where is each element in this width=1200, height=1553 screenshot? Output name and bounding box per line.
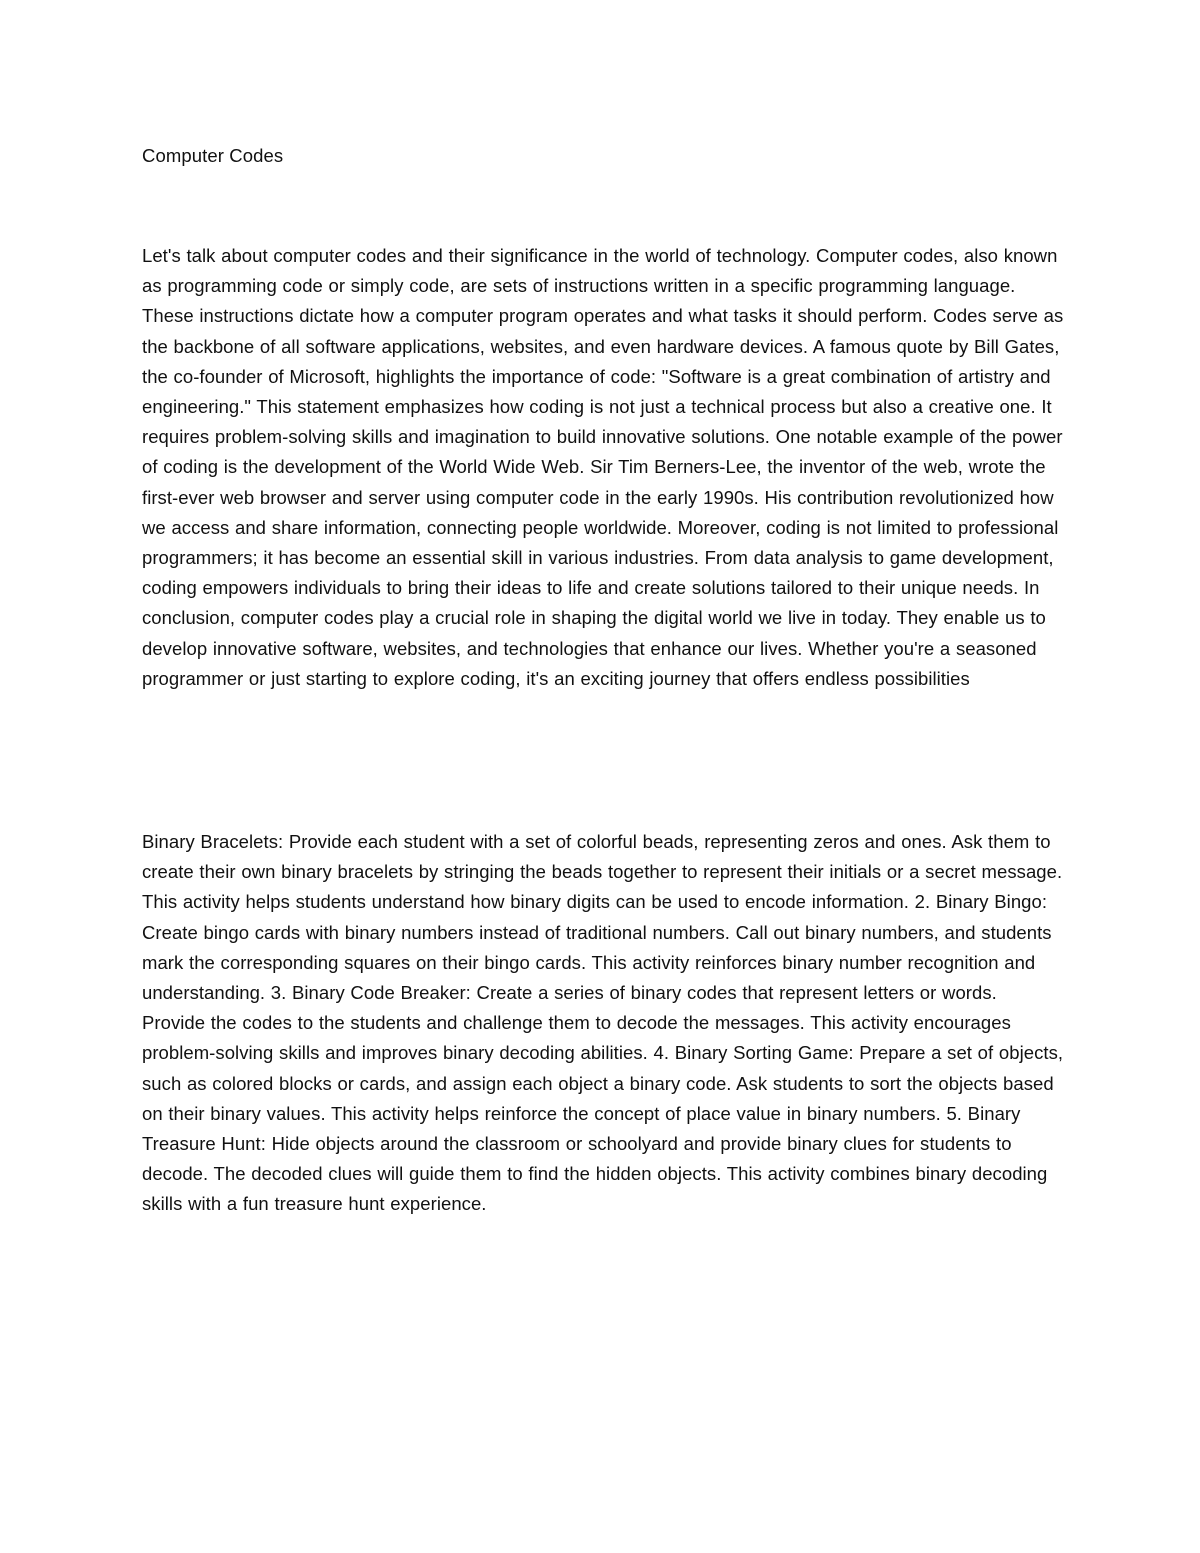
document-paragraph-binary-activities: Binary Bracelets: Provide each student with a set of colorful beads, representing zeros and ones. Ask them to create their own binary bracelets by stringing the beads together to represent their initials or a secret message. This activity helps students understand how binary digits can be used to encode information. 2. Binary Bingo: Create bingo cards with binary numbers instead of traditional numbers. Call out binary numbers, and students mark the corresponding squares on their bingo cards. This activity reinforces binary number recognition and understanding. 3. Binary Code Breaker: Create a series of binary codes that represent letters or words. Provide the codes to the students and challenge them to decode the messages. This activity encourages problem-solving skills and improves binary decoding abilities. 4. Binary Sorting Game: Prepare a set of objects, such as colored blocks or cards, and assign each object a binary code. Ask students to sort the objects based on their binary values. This activity helps reinforce the concept of place value in binary numbers. 5. Binary Treasure Hunt: Hide objects around the classroom or schoolyard and provide binary clues for students to decode. The decoded clues will guide them to find the hidden objects. This activity combines binary decoding skills with a fun treasure hunt experience. — [142, 831, 1064, 1215]
document-paragraph-computer-codes: Let's talk about computer codes and their significance in the world of technology. Computer codes, also known as programming code or simply code, are sets of instructions written in a specific programming language. These instructions dictate how a computer program operates and what tasks it should perform. Codes serve as the backbone of all software applications, websites, and even hardware devices. A famous quote by Bill Gates, the co-founder of Microsoft, highlights the importance of code: "Software is a great combination of artistry and engineering." This statement emphasizes how coding is not just a technical process but also a creative one. It requires problem-solving skills and imagination to build innovative solutions. One notable example of the power of coding is the development of the World Wide Web. Sir Tim Berners-Lee, the inventor of the web, wrote the first-ever web browser and server using computer code in the early 1990s. His contribution revolutionized how we access and share information, connecting people worldwide. Moreover, coding is not limited to professional programmers; it has become an essential skill in various industries. From data analysis to game development, coding empowers individuals to bring their ideas to life and create solutions tailored to their unique needs. In conclusion, computer codes play a crucial role in shaping the digital world we live in today. They enable us to develop innovative software, websites, and technologies that enhance our lives. Whether you're a seasoned programmer or just starting to explore coding, it's an exciting journey that offers endless possibilities — [142, 245, 1064, 689]
document-title: Computer Codes — [142, 145, 284, 166]
